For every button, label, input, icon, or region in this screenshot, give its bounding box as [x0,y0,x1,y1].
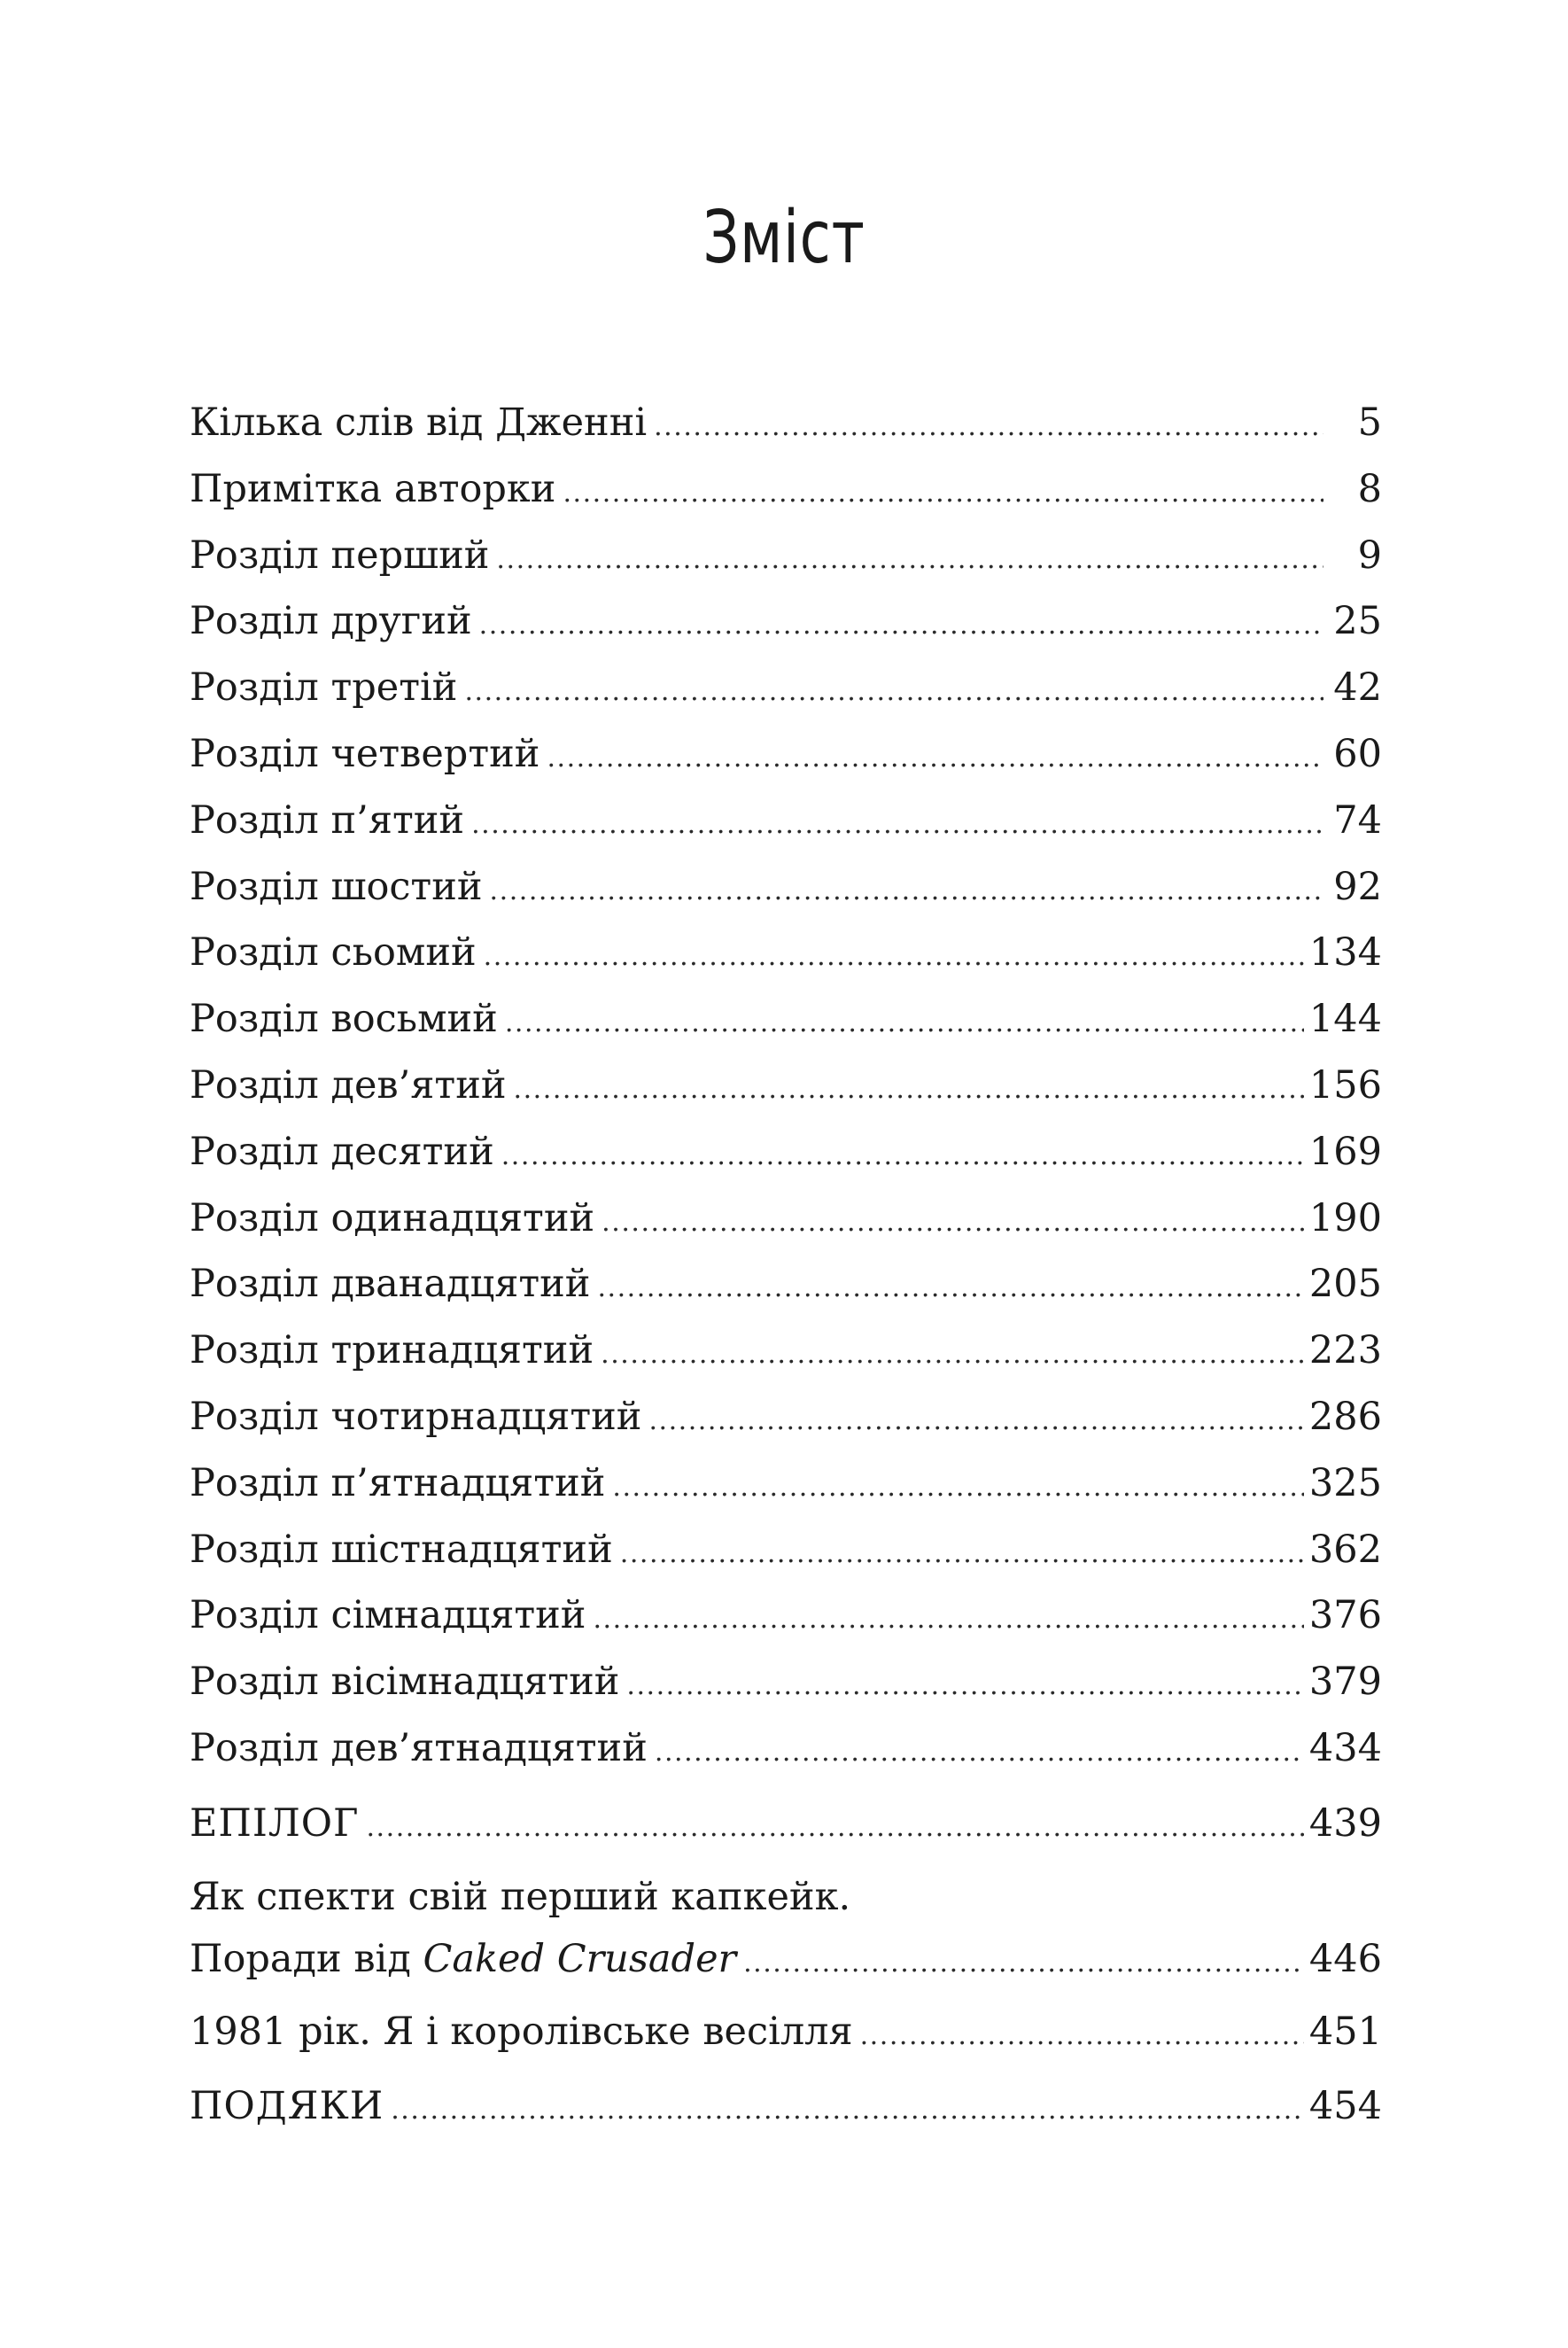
toc-entry[interactable] [190,390,1382,456]
toc-entry-page: 446 [1308,1936,1382,1981]
dot-leader [602,1190,1304,1256]
dot-leader [648,1388,1303,1455]
toc-entry-page: 325 [1308,1460,1382,1505]
toc-entry[interactable] [190,1517,1382,1583]
toc-entry-label-italic: Caked Crusader [423,1936,737,1981]
toc-entry-label: Розділ сімнадцятий [190,1593,586,1638]
dot-leader [490,859,1323,925]
toc-entry-label: Розділ четвертий [190,731,540,776]
dot-leader [860,2003,1304,2070]
toc-entry-label: Розділ шостий [190,864,483,909]
toc-entry-page: 286 [1308,1394,1382,1439]
toc-entry-label: Примітка авторки [190,466,556,511]
toc-entry[interactable] [190,788,1382,854]
dot-leader [601,1322,1304,1388]
toc-entry[interactable] [190,1649,1382,1715]
toc-entry-label: Розділ перший [190,533,490,578]
toc-entry-page: 190 [1308,1195,1382,1240]
toc-entry-cupcake[interactable] [190,1928,1382,1990]
toc-entry-label: 1981 рік. Я і королівське весілля [190,2009,853,2054]
toc-entry-label: Розділ десятий [190,1129,494,1174]
toc-entry-page: 434 [1308,1725,1382,1770]
toc-entry-page: 439 [1308,1800,1382,1846]
toc-entry-page: 5 [1357,400,1382,445]
toc-entry-label-prefix: Поради від [190,1936,423,1981]
toc-entry[interactable] [190,1715,1382,1782]
toc-entry-label: Розділ восьмий [190,997,498,1042]
toc-entry-page: 92 [1333,864,1382,909]
toc-entry-page: 454 [1308,2084,1382,2129]
toc-entry-label: Розділ дванадцятий [190,1262,591,1307]
toc-entry-page: 362 [1308,1527,1382,1572]
toc-entry[interactable] [190,1186,1382,1252]
toc-entry[interactable] [190,456,1382,523]
dot-leader [654,394,1323,461]
toc-entry-page: 205 [1308,1262,1382,1307]
toc-entry-wedding[interactable] [190,1999,1382,2065]
dot-leader [547,726,1323,792]
toc-entry[interactable] [190,1450,1382,1517]
toc-entry-label: Розділ вісімнадцятий [190,1660,620,1705]
toc-entry-label: Розділ чотирнадцятий [190,1394,642,1439]
dot-leader [593,1587,1303,1653]
toc-entry-page: 169 [1308,1129,1382,1174]
toc-entry-label: ЕПІЛОГ [190,1800,360,1846]
toc-entry-label: Розділ дев’ятнадцятий [190,1725,648,1770]
toc-entry-epilogue[interactable] [190,1791,1382,1857]
toc-entry-label: Розділ другий [190,599,472,644]
toc-entry-page: 144 [1308,997,1382,1042]
toc-entry[interactable] [190,1053,1382,1119]
toc-entry[interactable] [190,1384,1382,1450]
dot-leader [501,1123,1304,1190]
toc-entry-label: Розділ шістнадцятий [190,1527,613,1572]
toc-entry-label: ПОДЯКИ [190,2084,384,2129]
toc-entry-label: Розділ тринадцятий [190,1328,594,1373]
toc-entry-label: Розділ дев’ятий [190,1062,507,1108]
toc-entry[interactable] [190,1119,1382,1186]
toc-entry-page: 156 [1308,1062,1382,1108]
toc-entry[interactable] [190,1582,1382,1649]
dot-leader [626,1653,1304,1720]
toc-entry-page: 9 [1357,533,1382,578]
toc-entry[interactable] [190,854,1382,921]
toc-entry-page: 376 [1308,1593,1382,1638]
toc-entry-label: Кілька слів від Дженні [190,400,648,445]
dot-leader [597,1256,1303,1322]
toc-entry-page: 134 [1308,930,1382,976]
page-title: Зміст [702,196,866,280]
dot-leader [366,1795,1303,1862]
toc-entry-label: Розділ одинадцятий [190,1195,595,1240]
toc-entry[interactable] [190,986,1382,1053]
dot-leader [514,1057,1304,1123]
dot-leader [655,1720,1304,1786]
toc-entry-page: 25 [1333,599,1382,644]
dot-leader [620,1521,1304,1588]
dot-leader [479,593,1323,659]
toc-entry-label: Розділ п’ятий [190,797,465,843]
toc-entry-page: 223 [1308,1328,1382,1373]
dot-leader [391,2078,1304,2144]
toc-entry-label [190,1928,736,1990]
toc-entry-page: 60 [1333,731,1382,776]
table-of-contents [190,390,1382,2140]
dot-leader [563,461,1323,527]
toc-entry[interactable] [190,721,1382,788]
toc-entry-page: 8 [1357,466,1382,511]
dot-leader [612,1455,1304,1521]
toc-entry-thanks[interactable] [190,2073,1382,2140]
toc-entry[interactable] [190,1318,1382,1384]
toc-entry-label: Розділ п’ятнадцятий [190,1460,606,1505]
toc-entry-page: 74 [1333,797,1382,843]
toc-entry[interactable] [190,1251,1382,1318]
toc-entry-label: Розділ третій [190,665,458,711]
toc-entry[interactable] [190,588,1382,655]
dot-leader [464,659,1323,726]
toc-entry[interactable] [190,523,1382,589]
toc-entry-page: 42 [1333,665,1382,711]
dot-leader [471,792,1323,859]
dot-leader [505,991,1304,1057]
toc-entry-page: 379 [1308,1660,1382,1705]
dot-leader [496,527,1323,594]
dot-leader [743,1932,1304,1994]
toc-entry-page: 451 [1308,2009,1382,2054]
toc-entry-cupcake-line1: Як спекти свій перший капкейк. [190,1874,851,1919]
dot-leader [484,924,1304,991]
toc-entry[interactable] [190,655,1382,721]
toc-entry-label: Розділ сьомий [190,930,477,976]
toc-entry[interactable] [190,920,1382,986]
